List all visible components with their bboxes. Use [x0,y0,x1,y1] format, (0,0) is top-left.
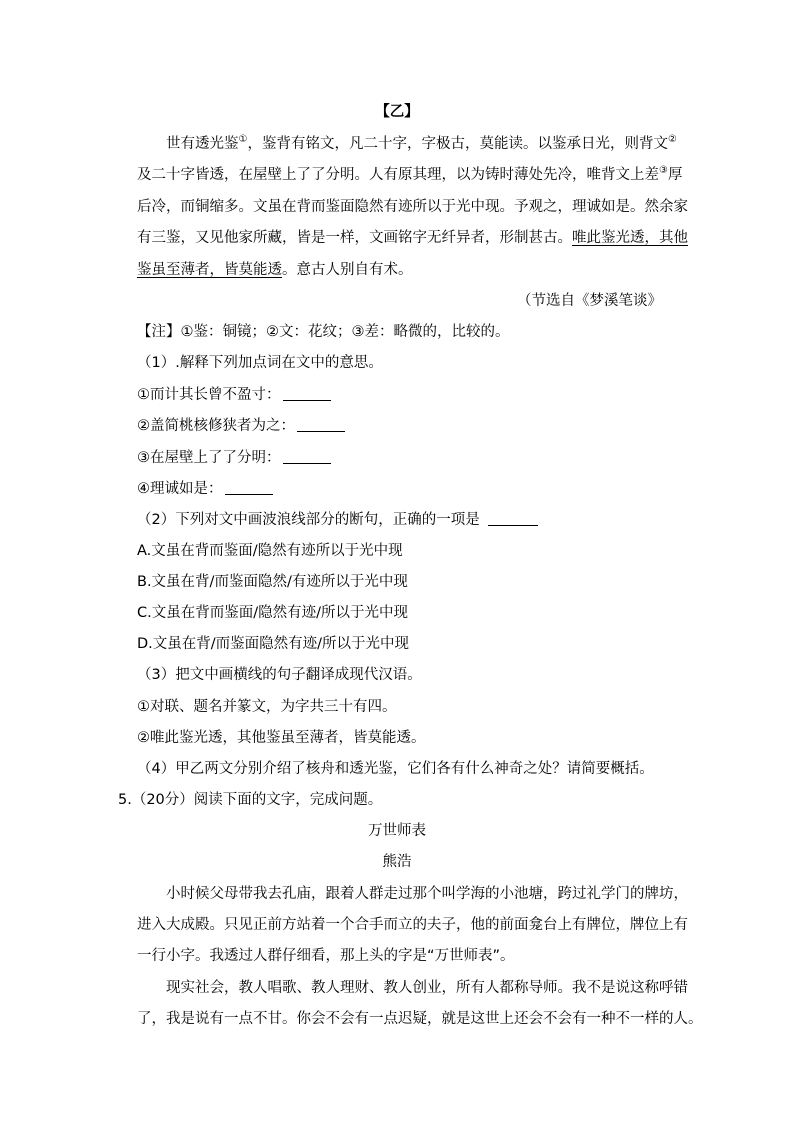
underlined-sentence: 唯此鉴光透，其他 [572,230,688,246]
article-line: 一行小字。我透过人群仔细看，那上头的字是“万世师表”。 [137,948,515,964]
question-1-item [137,385,331,405]
passage-line-1 [166,134,677,154]
footnote-marker: ① [238,134,248,145]
text: ，鉴背有铭文，凡二十字，字极古，莫能读。以鉴承日光，则背文 [247,136,668,152]
question-3-item: ①对联、题名并篆文，为字共三十有四。 [137,699,397,715]
answer-blank[interactable] [297,417,345,432]
question-1-item [137,416,345,436]
article-line: 现实社会，教人唱歌、教人理财、教人创业，所有人都称导师。我不是说这称呼错 [166,980,688,996]
question-1-item [137,448,331,468]
footnote-marker: ③ [659,165,668,176]
article-author: 熊浩 [382,854,412,870]
passage-line-3: 后冷，而铜缩多。文虽在背而鉴面隐然有迹所以于光中现。予观之，理诚如是。然余家 [137,199,688,215]
passage-line-2 [137,165,682,185]
underlined-sentence: 鉴虽至薄者，皆莫能透 [137,262,282,278]
text: ①而计其长曾不盈寸： [137,387,281,403]
text: ②盖简桃核修狭者为之： [137,418,295,434]
answer-blank[interactable] [283,449,331,464]
option-c: C.文虽在背而鉴面/隐然有迹/所以于光中现 [137,605,409,621]
text: 。意古人别自有术。 [282,262,413,278]
question-5-prompt: 5.（20分）阅读下面的文字，完成问题。 [118,792,383,808]
annotation-note: 【注】①鉴：铜镜；②文：花纹；③差：略微的，比较的。 [137,324,510,340]
text: 厚 [667,167,683,183]
option-b: B.文虽在背/而鉴面隐然/有迹所以于光中现 [137,574,408,590]
question-3-item: ②唯此鉴光透，其他鉴虽至薄者，皆莫能透。 [137,730,426,746]
option-a: A.文虽在背而鉴面/隐然有迹所以于光中现 [137,543,403,559]
passage-line-5 [137,260,413,280]
text: （2）下列对文中画波浪线部分的断句，正确的一项是 [137,512,480,528]
passage-heading: 【乙】 [375,104,419,120]
article-title: 万世师表 [368,823,426,839]
answer-blank[interactable] [283,386,331,401]
passage-source: （节选自《梦溪笔谈》 [517,293,662,309]
answer-blank[interactable] [488,511,538,526]
text: 及二十字皆透，在屋壁上了了分明。人有原其理，以为铸时薄处先冷，唯背文上差 [137,167,659,183]
article-line: 进入大成殿。只见正前方站着一个合手而立的夫子，他的前面龛台上有牌位，牌位上有 [137,917,688,933]
question-1-prompt: （1）.解释下列加点词在文中的意思。 [137,355,383,371]
text: 有三鉴，又见他家所藏，皆是一样，文画铭字无纤异者，形制甚古。 [137,230,572,246]
text: ③在屋壁上了了分明： [137,450,281,466]
option-d: D.文虽在背/而鉴面隐然有迹/所以于光中现 [137,636,410,652]
question-1-item [137,479,273,499]
question-2-prompt [137,510,538,530]
question-3-prompt: （3）把文中画横线的句子翻译成现代汉语。 [137,667,422,683]
passage-line-4 [137,228,688,248]
article-line: 小时候父母带我去孔庙，跟着人群走过那个叫学海的小池塘，跨过礼学门的牌坊， [166,886,688,902]
answer-blank[interactable] [225,480,273,495]
text: ④理诚如是： [137,481,223,497]
text: 世有透光鉴 [166,136,239,152]
question-4-prompt: （4）甲乙两文分别介绍了核舟和透光鉴，它们各有什么神奇之处？请简要概括。 [137,761,654,777]
article-line: 了，我是说有一点不甘。你会不会有一点迟疑，就是这世上还会不会有一种不一样的人。 [137,1011,703,1027]
footnote-marker: ② [667,134,677,145]
